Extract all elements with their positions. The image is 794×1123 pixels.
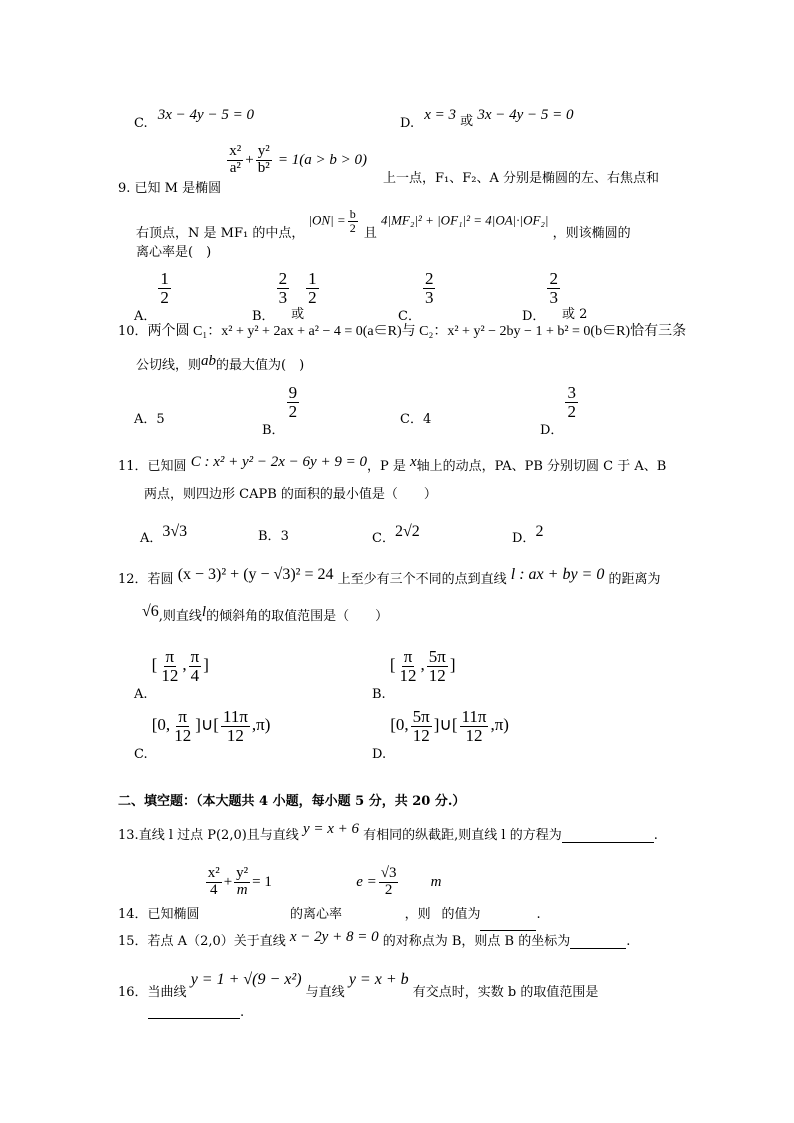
q13-line xyxy=(118,821,658,843)
option-frac: $\frac{2}{3}$ xyxy=(424,269,434,307)
question-text: 的离心率 xyxy=(290,906,343,922)
ellipse-y-term: $\frac{\text{y²}}{\text{b²}}$ xyxy=(257,143,270,176)
q14-line: 14．已知椭圆 $\frac{\text{x²}}{4}$ + $\frac{\text{y²}}{m}$ = 1 的离心率 e = $\frac{√3}{2}$ ，则m的值为 . xyxy=(118,866,541,899)
q11-line-2: 两点，则四边形 CAPB 的面积的最小值是（ ） xyxy=(144,487,437,502)
option-expr: [0, $\frac{\pi}{12}$ ]∪[ $\frac{11\pi}{12}$ ,π) xyxy=(151,707,271,745)
option-frac: $\frac{2}{3}$ xyxy=(549,269,558,307)
e-var: e = xyxy=(356,873,377,890)
question-text: 已知 M 是椭圆 xyxy=(134,180,222,196)
question-text: 的距离为 xyxy=(608,572,661,587)
option-label: C． xyxy=(372,531,395,546)
question-number: 12． xyxy=(118,572,148,587)
q12-option-b xyxy=(372,647,456,703)
option-frac: $\frac{1}{2}$ xyxy=(160,269,169,307)
q8-option-c xyxy=(134,107,254,131)
on-eq: |ON| = xyxy=(308,212,346,228)
option-label: A． xyxy=(134,412,157,427)
option-expr-1: x = 3 xyxy=(424,107,457,123)
on-frac: $\frac{b}{2}$ xyxy=(349,207,356,235)
end-mark: . xyxy=(240,1005,245,1020)
option-label: A. xyxy=(134,687,148,703)
q9-option-b xyxy=(252,269,321,324)
question-text: ，则 xyxy=(404,906,431,922)
q10-option-b xyxy=(262,383,301,438)
q10-option-c xyxy=(400,413,431,426)
q11-option-c xyxy=(372,523,420,546)
option-expr: [ $\frac{\pi}{12}$ , $\frac{\pi}{4}$ ] xyxy=(151,647,209,685)
q10-option-a xyxy=(134,413,165,426)
and-text: 且 xyxy=(363,225,377,241)
line-eq: x − 2y + 8 = 0 xyxy=(289,929,379,945)
question-text: ，P 是 xyxy=(366,459,406,474)
option-value: 3 xyxy=(280,529,289,544)
q12-line-2 xyxy=(142,603,389,624)
question-text: 与直线 xyxy=(305,985,345,1000)
option-label: D． xyxy=(512,531,536,546)
question-text: 公切线，则 xyxy=(136,358,202,373)
question-text: 若点 A（2,0）关于直线 xyxy=(147,934,286,949)
question-text: 有相同的纵截距,则直线 l 的方程为 xyxy=(363,828,562,843)
question-number: 15． xyxy=(118,934,148,949)
option-label: B． xyxy=(258,529,281,544)
question-text: 有交点时，实数 b 的取值范围是 xyxy=(412,985,599,1000)
option-expr-2: 3x − 4y − 5 = 0 xyxy=(477,107,574,123)
q10-line-2 xyxy=(136,353,305,373)
q12-option-c xyxy=(134,707,271,763)
x-var: x xyxy=(409,454,417,470)
condition: 4|MF₂|² + |OF₁|² = 4|OA|·|OF₂| xyxy=(381,212,549,228)
q11-option-a xyxy=(140,523,188,546)
answer-blank[interactable] xyxy=(562,830,654,843)
question-text: 直线 l 过点 P(2,0)且与直线 xyxy=(138,828,299,843)
or-text: 或 2 xyxy=(561,306,588,322)
q10-line-1 xyxy=(118,325,686,339)
q9-line-1-post: 上一点，F₁、F₂、A 分别是椭圆的左、右焦点和 xyxy=(383,171,659,186)
option-label: C. xyxy=(134,116,148,131)
e-frac: $\frac{√3}{2}$ xyxy=(380,865,397,898)
ab-expr: ab xyxy=(201,353,217,369)
ellipse-x-term: $\frac{\text{x²}}{4}$ xyxy=(207,865,220,898)
option-expr: [0, $\frac{5\pi}{12}$ ]∪[ $\frac{11\pi}{12}$ ,π) xyxy=(390,707,509,745)
q11-option-b xyxy=(258,530,289,543)
q9-option-a xyxy=(134,269,173,324)
question-text: 若圆 xyxy=(147,572,174,587)
q8-option-d xyxy=(400,107,574,131)
sqrt6: √6 xyxy=(142,603,159,620)
question-number: 11． xyxy=(118,459,148,474)
option-value: 4 xyxy=(422,412,432,427)
circle-eq: C : x² + y² − 2x − 6y + 9 = 0 xyxy=(190,454,367,470)
option-frac: $\frac{2}{3}$ xyxy=(278,269,288,307)
option-label: C． xyxy=(400,412,423,427)
ellipse-y-term: $\frac{\text{y²}}{m}$ xyxy=(236,865,249,898)
end-mark: . xyxy=(626,934,631,949)
option-label: B． xyxy=(252,308,275,324)
question-text: 已知椭圆 xyxy=(147,906,200,922)
or-text: 或 xyxy=(291,306,305,322)
option-frac: $\frac{9}{2}$ xyxy=(288,383,298,421)
q12-line-1 xyxy=(118,566,661,587)
option-label: A． xyxy=(140,531,163,546)
option-label: D． xyxy=(522,308,546,324)
question-text: 的倾斜角的取值范围是（ ） xyxy=(206,609,389,624)
answer-blank[interactable] xyxy=(148,1006,240,1019)
option-expr: [ $\frac{\pi}{12}$ , $\frac{5\pi}{12}$ ] xyxy=(389,647,456,685)
circle-eq: (x − 3)² + (y − √3)² = 24 xyxy=(177,566,334,583)
q12-option-d xyxy=(372,707,509,763)
line-eq: y = x + 6 xyxy=(302,821,360,837)
option-label: D. xyxy=(400,116,415,131)
question-text: ，则该椭圆的 xyxy=(552,225,631,241)
option-frac: $\frac{3}{2}$ xyxy=(567,383,576,421)
q9-option-c xyxy=(398,269,437,324)
option-frac-2: $\frac{1}{2}$ xyxy=(308,269,317,307)
question-text: 右顶点，N 是 MF₁ 的中点， xyxy=(136,225,305,241)
q12-option-a xyxy=(134,647,209,703)
q16-line-1 xyxy=(118,971,599,1000)
question-text: 的最大值为( ) xyxy=(216,358,305,373)
question-text: 上至少有三个不同的点到直线 xyxy=(337,572,507,587)
option-label: A． xyxy=(134,308,157,324)
line-eq: l : ax + by = 0 xyxy=(510,566,605,583)
ellipse-x-term: $\frac{\text{x²}}{\text{a²}}$ xyxy=(229,143,242,176)
end-mark: . xyxy=(536,906,541,922)
question-text: 当曲线 xyxy=(147,985,187,1000)
q16-line-2 xyxy=(148,1006,244,1019)
end-mark: . xyxy=(653,828,658,843)
question-number: 16． xyxy=(118,985,148,1000)
line-eq: y = x + b xyxy=(348,971,409,988)
q11-line-1 xyxy=(118,454,667,474)
question-text: 两个圆 C₁：x² + y² + 2ax + a² − 4 = 0(a∈R)与 C₂：x² + y² − 2by − 1 + b² = 0(b∈R)恰有三条 xyxy=(147,324,687,339)
option-label: D． xyxy=(540,422,564,438)
option-label: C． xyxy=(398,308,421,324)
option-label: C. xyxy=(134,747,148,763)
q9-line-3: 离心率是( ) xyxy=(136,245,212,260)
question-text: 轴上的动点，PA、PB 分别切圆 C 于 A、B xyxy=(416,459,667,474)
ellipse-eq-tail: = 1(a > b > 0) xyxy=(277,151,367,168)
option-value: 2 xyxy=(535,523,544,540)
section-title: 二、填空题：（本大题共 4 小题，每小题 5 分，共 20 分.） xyxy=(118,794,466,809)
question-text: 的对称点为 B，则点 B 的坐标为 xyxy=(382,934,571,949)
eq-tail: = 1 xyxy=(252,873,272,890)
l-var: l xyxy=(201,604,207,620)
option-value: 3√3 xyxy=(162,523,188,540)
question-number: 14． xyxy=(118,906,148,922)
q11-option-d xyxy=(512,523,544,546)
q9-option-d xyxy=(522,269,588,324)
question-text: 的值为 xyxy=(441,906,481,922)
option-value: 2√2 xyxy=(394,523,420,540)
q10-option-d xyxy=(540,383,580,438)
q15-line xyxy=(118,929,631,949)
answer-blank[interactable] xyxy=(570,936,626,949)
option-label: B. xyxy=(372,687,386,703)
or-text: 或 xyxy=(460,114,474,129)
question-text: 已知圆 xyxy=(147,459,187,474)
question-number: 13. xyxy=(118,828,139,843)
answer-blank[interactable] xyxy=(480,918,536,931)
m-var: m xyxy=(430,873,442,890)
option-value: 5 xyxy=(156,412,165,427)
curve-eq: y = 1 + √(9 − x²) xyxy=(190,971,302,988)
question-number: 10． xyxy=(118,324,148,339)
option-label: D. xyxy=(372,747,387,763)
question-text: ,则直线 xyxy=(158,609,202,624)
option-label: B． xyxy=(262,422,285,438)
option-expr: 3x − 4y − 5 = 0 xyxy=(157,107,254,123)
q9-line-2 xyxy=(136,207,631,241)
question-number: 9. xyxy=(118,180,131,196)
q9-line-1: 9. 已知 M 是椭圆 $\frac{\text{x²}}{\text{a²}}$ + $\frac{\text{y²}}{\text{b²}}$ = 1(a > b > 0) xyxy=(118,143,367,196)
